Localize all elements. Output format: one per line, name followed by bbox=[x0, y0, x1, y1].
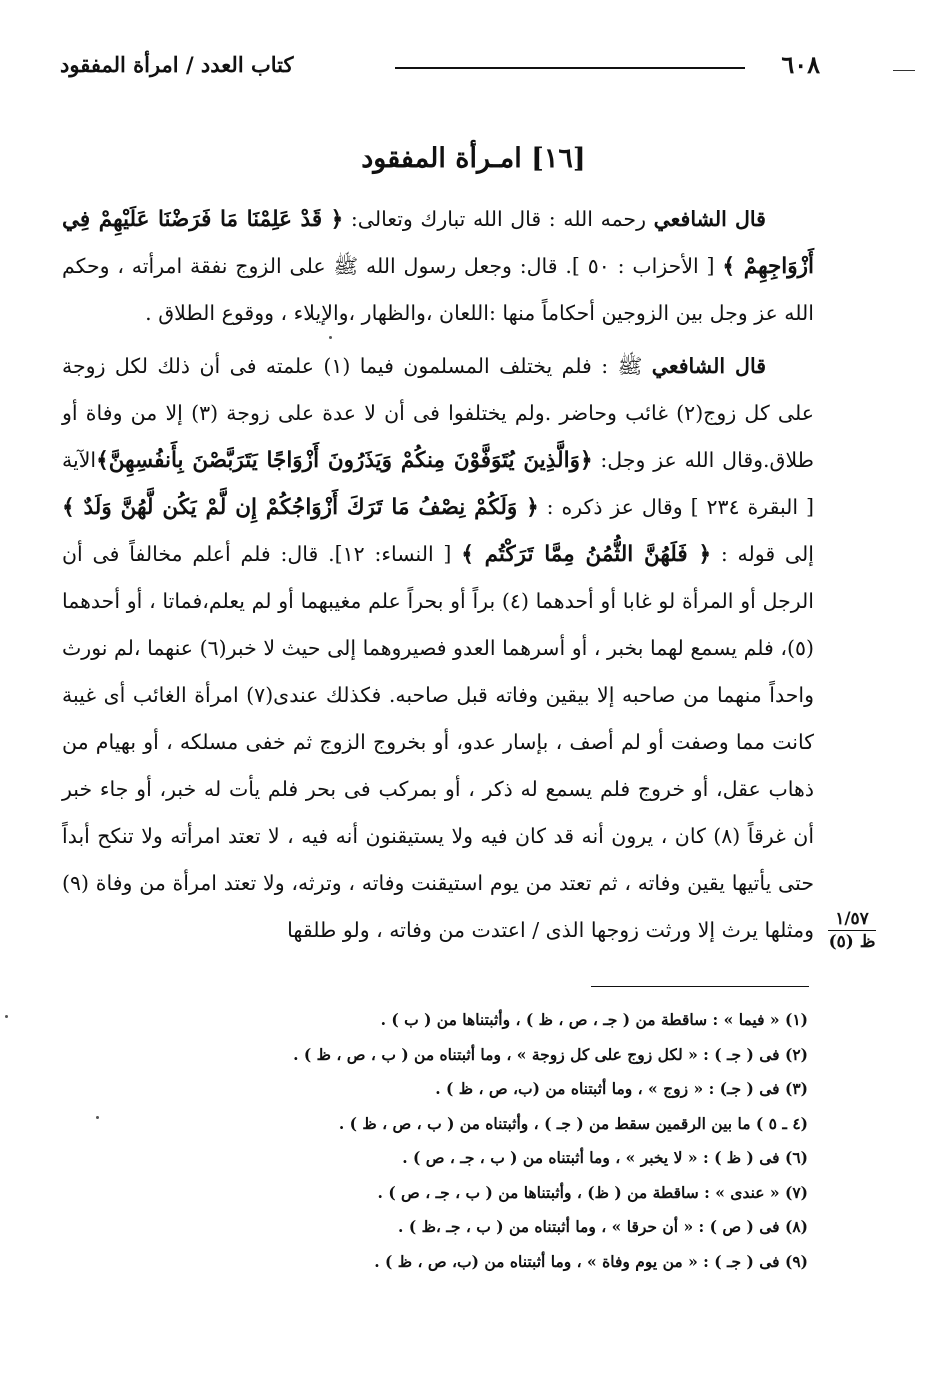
footnote: (٣) فى ( جـ) : « زوج » ، وما أثبتناه من (ب، ص ، ظ ) . bbox=[435, 1079, 808, 1098]
page-header bbox=[60, 50, 820, 84]
paragraph-1 bbox=[62, 196, 814, 337]
paragraph-text: الآية [ البقرة ٢٣٤ ] وقال عز ذكره : bbox=[62, 448, 814, 519]
footnote-rule bbox=[591, 986, 809, 987]
paragraph-text: [ الأحزاب : ٥٠ ]. قال: وجعل رسول الله ﷺ على الزوج نفقة امرأته ، وحكم الله عز وجل بين الزوجين أحكاماً منها :اللعان ،والظهار ،والإيلاء ، ووقوع الطلاق . bbox=[62, 254, 814, 325]
corner-mark bbox=[893, 70, 915, 71]
paragraph-text: إلى قوله : bbox=[711, 542, 814, 566]
speaker-label: قال الشافعي bbox=[651, 354, 766, 378]
scan-speck bbox=[5, 1015, 8, 1018]
footnote: (٨) فى ( ص ) : « أن حرقا » ، وما أثبتناه من ( ب ، جـ ،ظ ) . bbox=[398, 1217, 808, 1236]
page-number: ٦٠٨ bbox=[781, 50, 820, 79]
chapter-title: [١٦] امـرأة المفقود bbox=[361, 143, 586, 174]
running-title: كتاب العدد / امرأة المفقود bbox=[60, 52, 294, 77]
quran-quote: ﴿ قَدْ عَلِمْنَا مَا فَرَضْنَا عَلَيْهِمْ فِي أَزْوَاجِهِمْ ﴾ bbox=[62, 207, 814, 279]
quran-quote: ﴿وَالَّذِينَ يُتَوَفَّوْنَ مِنكُمْ وَيَذَرُونَ أَزْوَاجًا يَتَرَبَّصْنَ بِأَنفُسِهِنَّ﴾ bbox=[96, 448, 593, 473]
scan-speck bbox=[96, 1116, 99, 1119]
quran-quote: ﴿ وَلَكُمْ نِصْفُ مَا تَرَكَ أَزْوَاجُكُمْ إِن لَّمْ يَكُن لَّهُنَّ وَلَدٌ ﴾ bbox=[62, 495, 539, 520]
paragraph-text: [ النساء: ١٢]. قال: فلم أعلم مخالفاً فى أن الرجل أو المرأة لو غابا أو أحدهما (٤) براً أو بحراً علم مغيبهما أو لم يعلم،فماتا ، أو أحدهما (٥)، فلم يسمع لهما بخبر ، أو أسرهما العدو فصيروهما إلى حيث لا خبر(٦) عنهما ،لم نورث واحداً منهما من صاحبه إلا بيقين وفاته قبل صاحبه. فكذلك عندى(٧) امرأة الغائب أى غيبة كانت مما وصفت أو لم أصف ، بإسار عدو، أو بخروج الزوج ثم خفى مسلكه ، أو بهيام من ذهاب عقل، أو خروج فلم يسمع له ذكر ، أو بمركب فى بحر فلم يأت له خبر، أو جاء خبر أن غرقاً (٨) كان ، يرون أنه قد كان فيه ولا يستيقنون أنه فيه ، لا تعتد امرأته ولا تنكح أبداً حتى يأتيها يقين وفاته ، ثم تعتد من يوم استيقنت وفاته ، وترثه، ولا تعتد امرأة من وفاة (٩) ومثلها يرث إلا ورثت زوجها الذى / اعتدت من وفاته ، ولو طلقها bbox=[62, 542, 815, 942]
footnote: (٤ ـ ٥ ) ما بين الرقمين سقط من ( جـ ) ، وأثبتناه من ( ب ، ص ، ظ ) . bbox=[338, 1113, 808, 1133]
scan-speck bbox=[329, 336, 332, 339]
footnote: (٦) فى ( ظ ) : « لا يخبر » ، وما أثبتناه من ( ب ، جـ ، ص ) . bbox=[402, 1148, 808, 1167]
margin-note bbox=[828, 908, 876, 953]
paragraph-text: رحمه الله : قال الله تبارك وتعالى: bbox=[343, 207, 654, 231]
footnote: (١) « فيما » : ساقطة من ( جـ ، ص ، ظ ) ، وأثبتناها من ( ب ) . bbox=[380, 1010, 808, 1029]
footnote: (٢) فى ( جـ ) : « لكل زوج على كل زوجة » ، وما أثبتناه من ( ب ، ص ، ظ ) . bbox=[293, 1044, 808, 1064]
speaker-label: قال الشافعي bbox=[653, 207, 766, 231]
margin-note-folio: ١/٥٧ bbox=[828, 908, 876, 931]
footnote: (٩) فى ( جـ ) : « من يوم وفاة » ، وما أثبتناه من (ب، ص ، ظ ) . bbox=[374, 1251, 808, 1271]
margin-note-side: ظ (٥) bbox=[828, 932, 876, 952]
footnote: (٧) « عندى » : ساقطة من ( ظ) ، وأثبتناها من ( ب ، جـ ، ص ) . bbox=[377, 1182, 808, 1202]
header-rule bbox=[395, 67, 745, 69]
paragraph-2 bbox=[62, 343, 814, 954]
footnotes bbox=[200, 1003, 808, 1279]
body-text bbox=[62, 196, 814, 954]
paragraph-text: ﷺ : فلم يختلف المسلمون فيما (١) علمته فى أن ذلك لكل زوجة على كل زوج(٢) غائب وحاضر .ولم يختلفوا فى أن لا عدة على زوجة (٣) إلا من وفاة أو طلاق.وقال الله عز وجل: bbox=[62, 354, 815, 472]
quran-quote: ﴿ فَلَهُنَّ الثُّمُنُ مِمَّا تَرَكْتُم ﴾ bbox=[461, 542, 712, 567]
